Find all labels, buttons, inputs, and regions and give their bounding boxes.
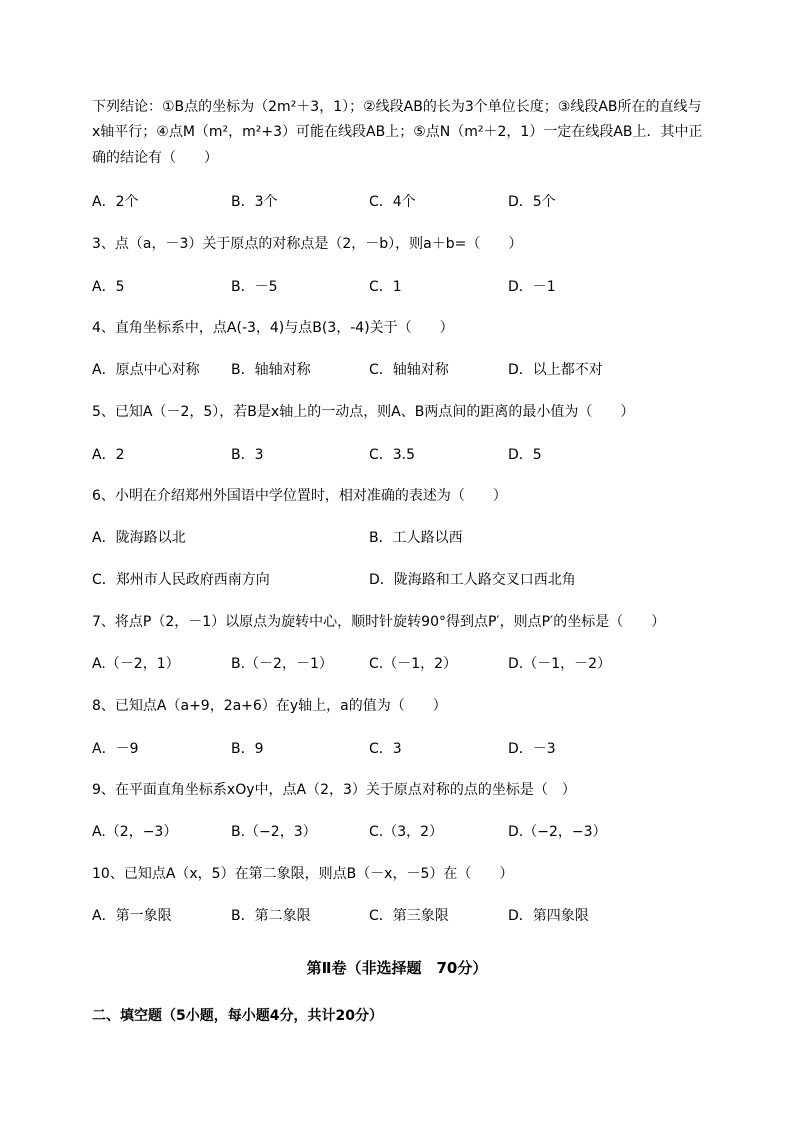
option-c: C.（3，2） xyxy=(369,824,444,840)
option-d: D．5 xyxy=(508,447,542,463)
intro-line-3: 确的结论有（ ） xyxy=(92,150,218,166)
option-d: D．以上都不对 xyxy=(508,362,603,378)
intro-line-2: x轴平行；④点M（m²，m²+3）可能在线段AB上；⑤点N（m²＋2，1）一定在线段AB上．其中正 xyxy=(92,124,703,140)
option-a: A.（2，−3） xyxy=(92,824,178,840)
option-d: D．－3 xyxy=(508,741,556,757)
question-stem: 10、已知点A（x，5）在第二象限，则点B（－x，－5）在（ ） xyxy=(92,866,514,882)
question-stem: 3、点（a，－3）关于原点的对称点是（2，－b），则a＋b=（ ） xyxy=(92,236,523,252)
option-a: A．－9 xyxy=(92,741,139,757)
option-c: C.（－1，2） xyxy=(369,656,458,672)
option-c: C．3.5 xyxy=(369,447,416,463)
question-stem: 8、已知点A（a+9，2a+6）在y轴上，a的值为（ ） xyxy=(92,698,447,714)
option-a: A．陇海路以北 xyxy=(92,530,186,546)
question-stem: 9、在平面直角坐标系xOy中，点A（2，3）关于原点对称的点的坐标是（ ） xyxy=(92,782,576,798)
part-two-title: 第Ⅱ卷（非选择题 70分） xyxy=(306,959,488,977)
option-b: B．－5 xyxy=(231,279,278,295)
option-b: B．第二象限 xyxy=(231,908,311,924)
question-stem: 6、小明在介绍郑州外国语中学位置时，相对准确的表述为（ ） xyxy=(92,488,507,504)
option-d: D．第四象限 xyxy=(508,908,589,924)
option-b: B．工人路以西 xyxy=(369,530,463,546)
option-c: C．4个 xyxy=(369,194,416,210)
option-d: D.（－1，－2） xyxy=(508,656,612,672)
option-c: C．轴轴对称 xyxy=(369,362,449,378)
option-b: B．3个 xyxy=(231,194,278,210)
intro-line-1: 下列结论：①B点的坐标为（2m²＋3，1）；②线段AB的长为3个单位长度；③线段AB所在的直线与 xyxy=(92,99,702,115)
option-a: A．第一象限 xyxy=(92,908,172,924)
question-stem: 7、将点P（2，－1）以原点为旋转中心，顺时针旋转90°得到点P′，则点P′的坐标是（ ） xyxy=(92,614,666,630)
option-b: B.（－2，－1） xyxy=(231,656,333,672)
option-a: A．5 xyxy=(92,279,125,295)
option-a: A．2个 xyxy=(92,194,139,210)
option-b: B．轴轴对称 xyxy=(231,362,311,378)
option-a: A．原点中心对称 xyxy=(92,362,200,378)
question-stem: 4、直角坐标系中，点A(-3，4)与点B(3，-4)关于（ ） xyxy=(92,320,454,336)
option-c: C．郑州市人民政府西南方向 xyxy=(92,572,270,588)
option-a: A．2 xyxy=(92,447,125,463)
option-a: A.（－2，1） xyxy=(92,656,180,672)
section-two-title: 二、填空题（5小题，每小题4分，共计20分） xyxy=(92,1008,383,1024)
option-b: B．9 xyxy=(231,741,264,757)
option-c: C．第三象限 xyxy=(369,908,449,924)
option-b: B．3 xyxy=(231,447,264,463)
option-b: B.（−2，3） xyxy=(231,824,317,840)
option-d: D．陇海路和工人路交叉口西北角 xyxy=(369,572,576,588)
option-d: D．5个 xyxy=(508,194,556,210)
option-c: C．3 xyxy=(369,741,402,757)
option-d: D．－1 xyxy=(508,279,556,295)
option-c: C．1 xyxy=(369,279,402,295)
question-stem: 5、已知A（－2，5），若B是x轴上的一动点，则A、B两点间的距离的最小值为（ ） xyxy=(92,404,635,420)
option-d: D.（−2，−3） xyxy=(508,824,607,840)
